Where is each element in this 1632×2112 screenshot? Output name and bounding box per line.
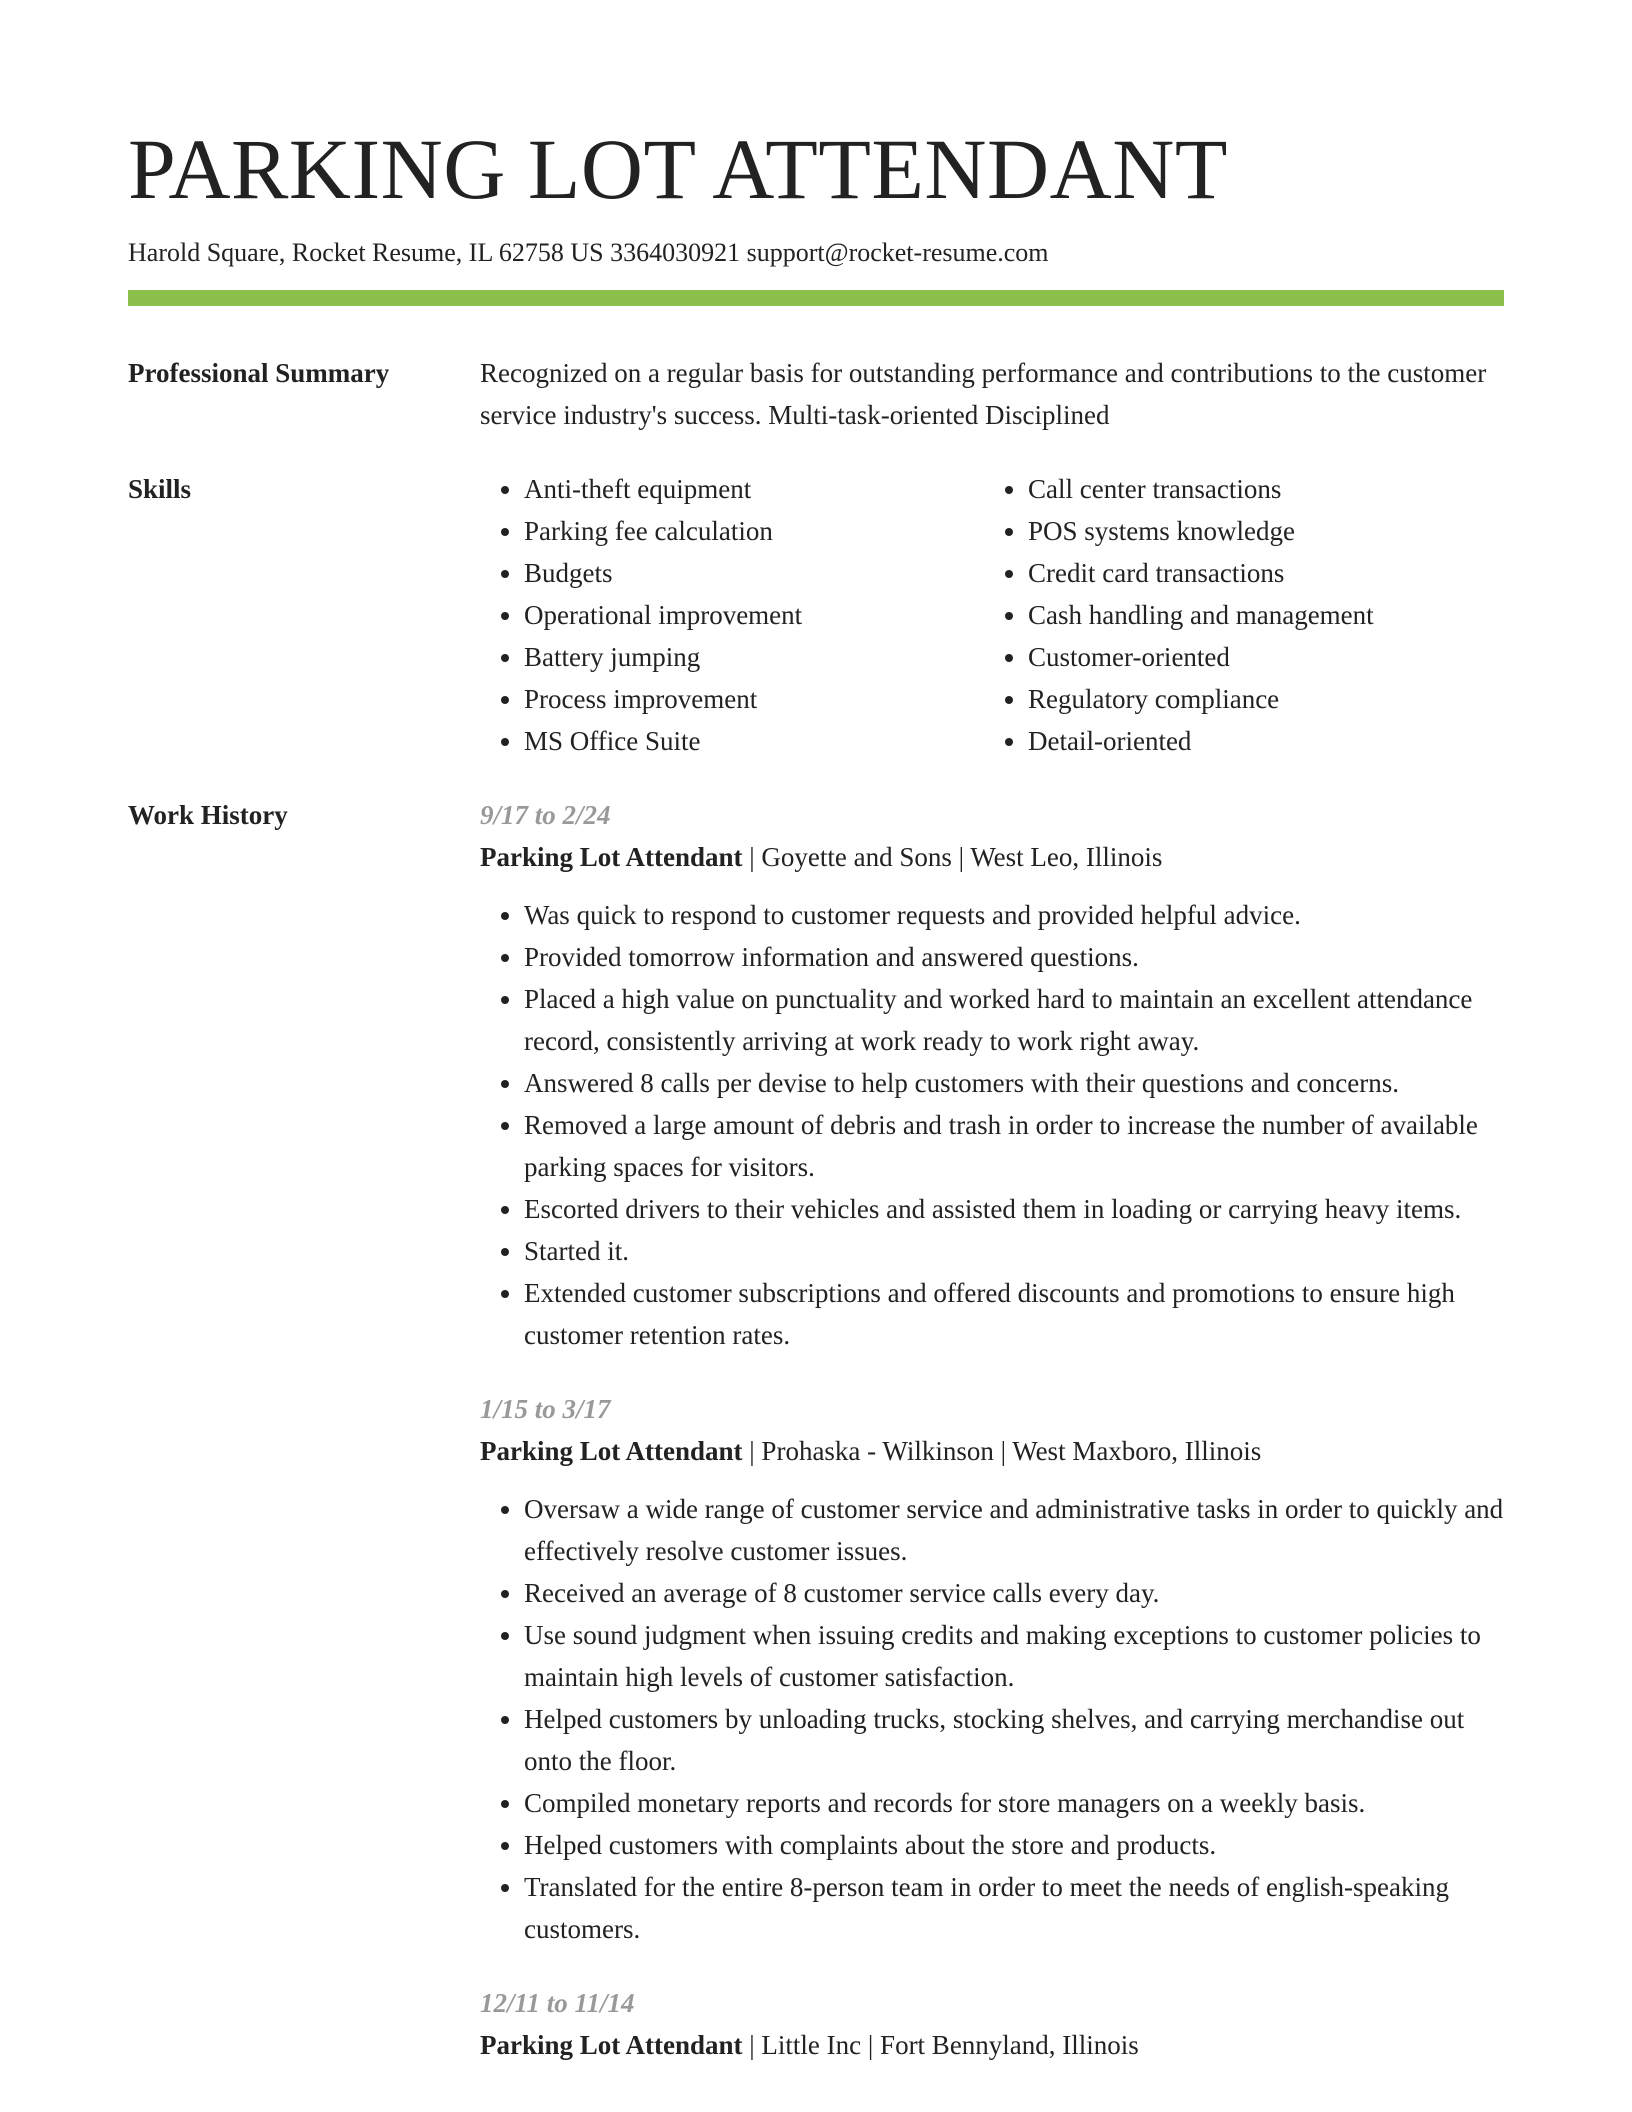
job-bullet: • Translated for the entire 8-person team in order to meet the needs of english-speaking customers. bbox=[524, 1866, 1504, 1950]
job-entry bbox=[480, 794, 1504, 1356]
job-bullet: • Oversaw a wide range of customer service and administrative tasks in order to quickly and effectively resolve customer issues. bbox=[524, 1488, 1504, 1572]
summary-section bbox=[128, 352, 1504, 436]
skill-item: • Customer-oriented bbox=[1028, 636, 1488, 678]
job-bullet-list bbox=[480, 894, 1504, 1356]
skill-item: • POS systems knowledge bbox=[1028, 510, 1488, 552]
job-details: | Little Inc | Fort Bennyland, Illinois bbox=[742, 2029, 1139, 2060]
job-bullet: • Removed a large amount of debris and trash in order to increase the number of available parking spaces for visitors. bbox=[524, 1104, 1504, 1188]
job-title: Parking Lot Attendant bbox=[480, 841, 743, 872]
job-bullet-list bbox=[480, 1488, 1504, 1950]
skill-item: • MS Office Suite bbox=[524, 720, 984, 762]
skills-heading: Skills bbox=[128, 473, 192, 504]
job-bullet: • Placed a high value on punctuality and worked hard to maintain an excellent attendance record, consistently arriving at work ready to work right away. bbox=[524, 978, 1504, 1062]
summary-heading: Professional Summary bbox=[128, 357, 390, 388]
job-bullet: • Helped customers by unloading trucks, stocking shelves, and carrying merchandise out onto the floor. bbox=[524, 1698, 1504, 1782]
skill-item: • Battery jumping bbox=[524, 636, 984, 678]
job-bullet: • Extended customer subscriptions and offered discounts and promotions to ensure high customer retention rates. bbox=[524, 1272, 1504, 1356]
job-details: | Goyette and Sons | West Leo, Illinois bbox=[742, 841, 1163, 872]
contact-email: support@rocket-resume.com bbox=[746, 238, 1049, 267]
contact-line bbox=[128, 236, 1504, 270]
work-history-body bbox=[480, 794, 1504, 2098]
skill-item: • Regulatory compliance bbox=[1028, 678, 1488, 720]
skills-list-right bbox=[984, 468, 1488, 762]
job-title: Parking Lot Attendant bbox=[480, 2029, 743, 2060]
skill-item: • Cash handling and management bbox=[1028, 594, 1488, 636]
work-history-section bbox=[128, 794, 1504, 2098]
skills-columns bbox=[480, 468, 1504, 762]
job-title-line bbox=[480, 2024, 1504, 2066]
job-entry bbox=[480, 1388, 1504, 1950]
skills-section bbox=[128, 468, 1504, 762]
work-history-heading: Work History bbox=[128, 799, 288, 830]
skill-item: • Credit card transactions bbox=[1028, 552, 1488, 594]
job-bullet: • Escorted drivers to their vehicles and assisted them in loading or carrying heavy items. bbox=[524, 1188, 1504, 1230]
job-bullet: • Started it. bbox=[524, 1230, 1504, 1272]
skills-list-left bbox=[480, 468, 984, 762]
summary-text: Recognized on a regular basis for outstanding performance and contributions to the customer service industry's success. Multi-task-oriented Disciplined bbox=[480, 357, 1487, 430]
job-entry bbox=[480, 1982, 1504, 2066]
contact-phone: 3364030921 bbox=[610, 238, 741, 267]
job-bullet: • Use sound judgment when issuing credits and making exceptions to customer policies to maintain high levels of customer satisfaction. bbox=[524, 1614, 1504, 1698]
job-dates: 9/17 to 2/24 bbox=[480, 799, 611, 830]
job-bullet: • Answered 8 calls per devise to help customers with their questions and concerns. bbox=[524, 1062, 1504, 1104]
job-bullet: • Received an average of 8 customer service calls every day. bbox=[524, 1572, 1504, 1614]
contact-address: Harold Square, Rocket Resume, IL 62758 US bbox=[128, 238, 604, 267]
job-bullet: • Was quick to respond to customer requests and provided helpful advice. bbox=[524, 894, 1504, 936]
resume-name: PARKING LOT ATTENDANT bbox=[128, 121, 1228, 217]
job-dates: 1/15 to 3/17 bbox=[480, 1393, 611, 1424]
job-title-line bbox=[480, 836, 1504, 878]
skill-item: • Parking fee calculation bbox=[524, 510, 984, 552]
job-dates: 12/11 to 11/14 bbox=[480, 1987, 635, 2018]
skill-item: • Budgets bbox=[524, 552, 984, 594]
resume-page bbox=[128, 120, 1504, 2098]
skill-item: • Anti-theft equipment bbox=[524, 468, 984, 510]
job-bullet: • Compiled monetary reports and records for store managers on a weekly basis. bbox=[524, 1782, 1504, 1824]
skill-item: • Detail-oriented bbox=[1028, 720, 1488, 762]
job-title: Parking Lot Attendant bbox=[480, 1435, 743, 1466]
skill-item: • Process improvement bbox=[524, 678, 984, 720]
job-title-line bbox=[480, 1430, 1504, 1472]
job-bullet: • Helped customers with complaints about the store and products. bbox=[524, 1824, 1504, 1866]
header-divider bbox=[128, 290, 1504, 306]
job-details: | Prohaska - Wilkinson | West Maxboro, Illinois bbox=[742, 1435, 1262, 1466]
skill-item: • Operational improvement bbox=[524, 594, 984, 636]
skill-item: • Call center transactions bbox=[1028, 468, 1488, 510]
job-bullet: • Provided tomorrow information and answered questions. bbox=[524, 936, 1504, 978]
